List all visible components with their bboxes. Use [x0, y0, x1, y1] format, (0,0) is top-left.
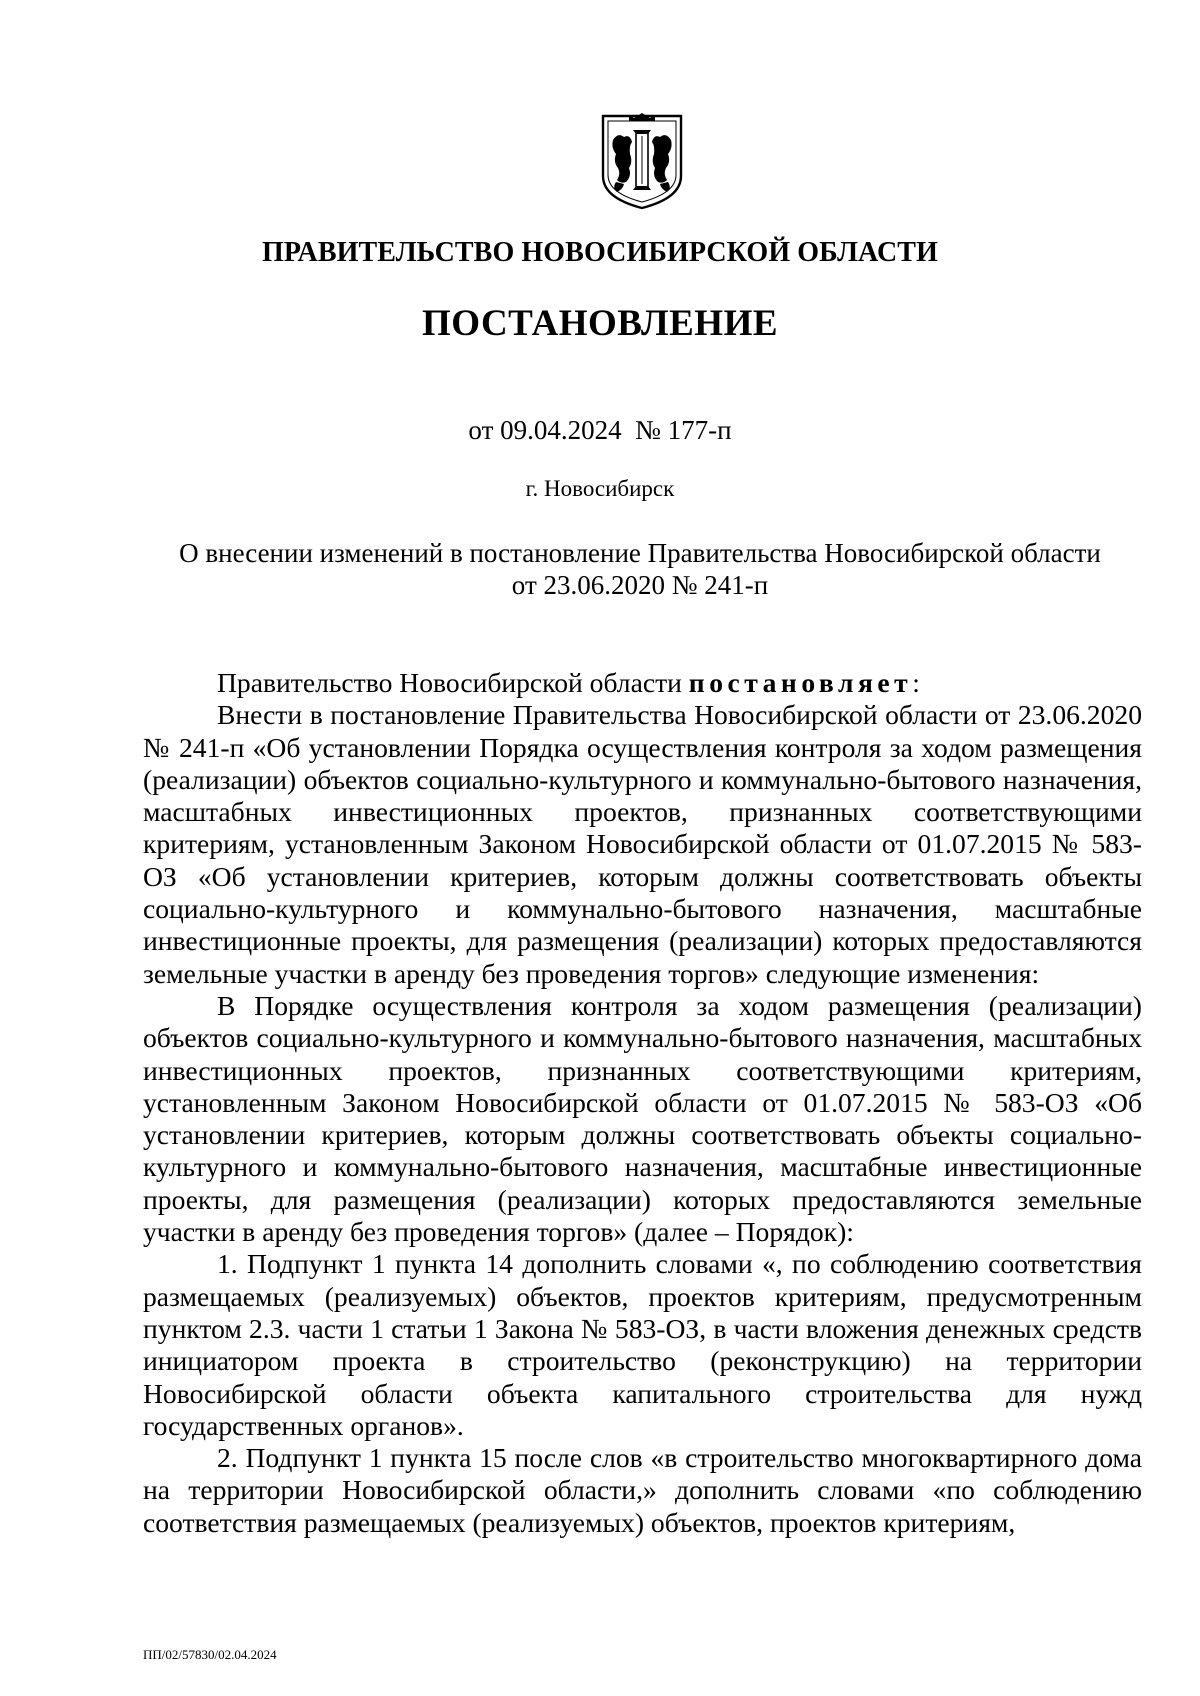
- document-type: ПОСТАНОВЛЕНИЕ: [421, 303, 779, 344]
- footer-document-code: ПП/02/57830/02.04.2024: [143, 1647, 277, 1662]
- body-paragraph: Внести в постановление Правительства Новосибирской области от 23.06.2020 № 241-п «Об установлении Порядка осуществления контроля за ходом размещения (реализации) объектов социально-культурного и коммунально-бытового назначения, масштабных инвестиционных проектов, признанных соответствующими критериям, установленным Законом Новосибирской области от 01.07.2015 № 583-ОЗ «Об установлении критериев, которым должны соответствовать объекты социально-культурного и коммунально-бытового назначения, масштабные инвестиционные проекты, для размещения (реализации) которых предоставляются земельные участки в аренду без проведения торгов» следующие изменения:: [143, 699, 1142, 989]
- body-paragraph: 2. Подпункт 1 пункта 15 после слов «в строительство многоквартирного дома на территории Новосибирской области,» дополнить словами «по соблюдению соответствия размещаемых (реализуемых) объектов, проектов критериям,: [143, 1442, 1142, 1538]
- preamble: [143, 667, 1142, 699]
- government-name: ПРАВИТЕЛЬСТВО НОВОСИБИРСКОЙ ОБЛАСТИ: [262, 237, 938, 268]
- preamble-verb: постановляет: [688, 667, 913, 698]
- document-subject: [140, 537, 1140, 601]
- body-paragraph: 1. Подпункт 1 пункта 14 дополнить словами «, по соблюдению соответствия размещаемых (реализуемых) объектов, проектов критериям, предусмотренным пунктом 2.3. части 1 статьи 1 Закона № 583-ОЗ, в части вложения денежных средств инициатором проекта в строительство (реконструкцию) на территории Новосибирской области объекта капитального строительства для нужд государственных органов».: [143, 1248, 1142, 1441]
- subject-line-1: О внесении изменений в постановление Правительства Новосибирской области: [179, 538, 1101, 568]
- subject-line-2: от 23.06.2020 № 241-п: [511, 570, 769, 600]
- body-paragraph: В Порядке осуществления контроля за ходом размещения (реализации) объектов социально-культурного и коммунально-бытового назначения, масштабных инвестиционных проектов, признанных соответствующими критериям, установленным Законом Новосибирской области от 01.07.2015 № 583-ОЗ «Об установлении критериев, которым должны соответствовать объекты социально-культурного и коммунально-бытового назначения, масштабные инвестиционные проекты, для размещения (реализации) которых предоставляются земельные участки в аренду без проведения торгов» (далее – Порядок):: [143, 989, 1142, 1248]
- preamble-colon: :: [912, 667, 920, 698]
- coat-of-arms-icon: [599, 112, 685, 212]
- document-body: [143, 667, 1142, 1539]
- preamble-lead: Правительство Новосибирской области: [217, 667, 689, 698]
- date-and-number: от 09.04.2024 № 177-п: [468, 415, 732, 445]
- issuing-city: г. Новосибирск: [525, 476, 675, 501]
